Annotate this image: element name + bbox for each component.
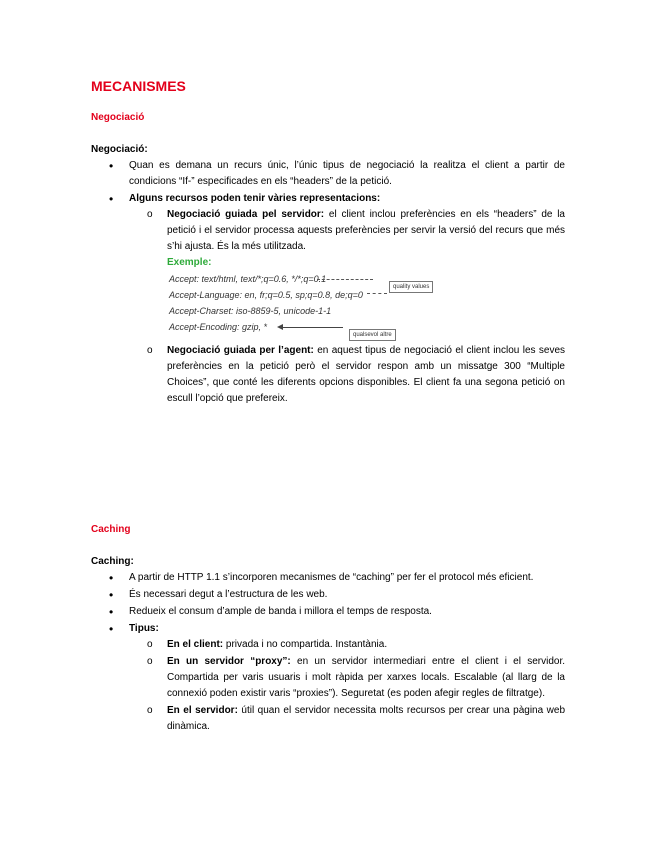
page-title: MECANISMES xyxy=(91,78,186,94)
list-item xyxy=(91,570,565,586)
server-negotiation-text: el client inclou preferències en els “headers” de la petició i el servidor processa aquests preferències per servir la versió del recurs que més s’hi ajusta. És la més utilitzada. xyxy=(167,209,565,252)
tipus-label: Tipus: xyxy=(129,623,159,634)
list-item xyxy=(91,158,565,190)
any-other-callout: qualsevol altre xyxy=(349,329,396,341)
example-line: Accept-Charset: iso-8859-5, unicode-1-1 xyxy=(169,306,332,316)
section-heading-negociacio: Negociació xyxy=(91,112,145,123)
agent-negotiation-title: Negociació guiada per l’agent: xyxy=(167,345,314,356)
server-negotiation-title: Negociació guiada pel servidor: xyxy=(167,209,325,220)
bullet-text: A partir de HTTP 1.1 s’incorporen mecanismes de “caching” per fer el protocol més eficient. xyxy=(129,572,534,583)
example-line: Accept-Encoding: gzip, * xyxy=(169,322,268,332)
proxy-cache-text: en un servidor intermediari entre el client i el servidor. Compartida per varis usuaris i molt ràpida per xarxes locals. Escalable (al llarg de la connexió poden existir varis “proxies”). Seguretat (es poden afegir regles de filtratge). xyxy=(167,656,565,699)
representations-sublist xyxy=(129,207,565,407)
callout-connector xyxy=(283,327,343,328)
proxy-cache-title: En un servidor “proxy”: xyxy=(167,656,291,667)
subheading-caching: Caching: xyxy=(91,556,134,567)
subheading-negociacio: Negociació: xyxy=(91,144,148,155)
sublist-item-server xyxy=(129,703,565,735)
list-item xyxy=(91,587,565,603)
example-label: Exemple: xyxy=(167,257,212,268)
sublist-item-client xyxy=(129,637,565,653)
list-item xyxy=(91,621,565,735)
callout-connector xyxy=(367,293,387,294)
server-cache-text: útil quan el servidor necessita molts recursos per crear una pàgina web dinàmica. xyxy=(167,705,566,732)
bullet-text: Alguns recursos poden tenir vàries representacions: xyxy=(129,193,381,204)
negociacio-list xyxy=(91,158,565,408)
tipus-sublist xyxy=(129,637,565,735)
example-figure xyxy=(167,273,565,339)
sublist-item-proxy xyxy=(129,654,565,702)
callout-connector xyxy=(317,279,373,280)
client-cache-title: En el client: xyxy=(167,639,224,650)
list-item xyxy=(91,604,565,620)
bullet-text: És necessari degut a l’estructura de les web. xyxy=(129,589,328,600)
list-item xyxy=(91,191,565,407)
client-cache-text: privada i no compartida. Instantània. xyxy=(223,639,388,650)
server-cache-title: En el servidor: xyxy=(167,705,238,716)
sublist-item-server xyxy=(129,207,565,339)
section-heading-caching: Caching xyxy=(91,524,131,535)
bullet-text: Quan es demana un recurs únic, l’únic tipus de negociació la realitza el client a partir de condicions “If-” especificades en els “headers” de la petició. xyxy=(129,160,565,187)
agent-negotiation-text: en aquest tipus de negociació el client inclou les seves preferències en la petició però el servidor respon amb un missatge 300 “Multiple Choices”, que conté les diferents opcions disponibles. El client fa una segona petició on escull l’opció que prefereix. xyxy=(167,345,566,404)
caching-list xyxy=(91,570,565,736)
bullet-text: Redueix el consum d’ample de banda i millora el temps de resposta. xyxy=(129,606,432,617)
example-line: Accept: text/html, text/*;q=0.6, */*;q=0.1 xyxy=(169,274,327,284)
sublist-item-agent xyxy=(129,343,565,407)
quality-values-callout: quality values xyxy=(389,281,433,293)
example-line: Accept-Language: en, fr;q=0.5, sp;q=0.8, de;q=0 xyxy=(169,290,363,300)
